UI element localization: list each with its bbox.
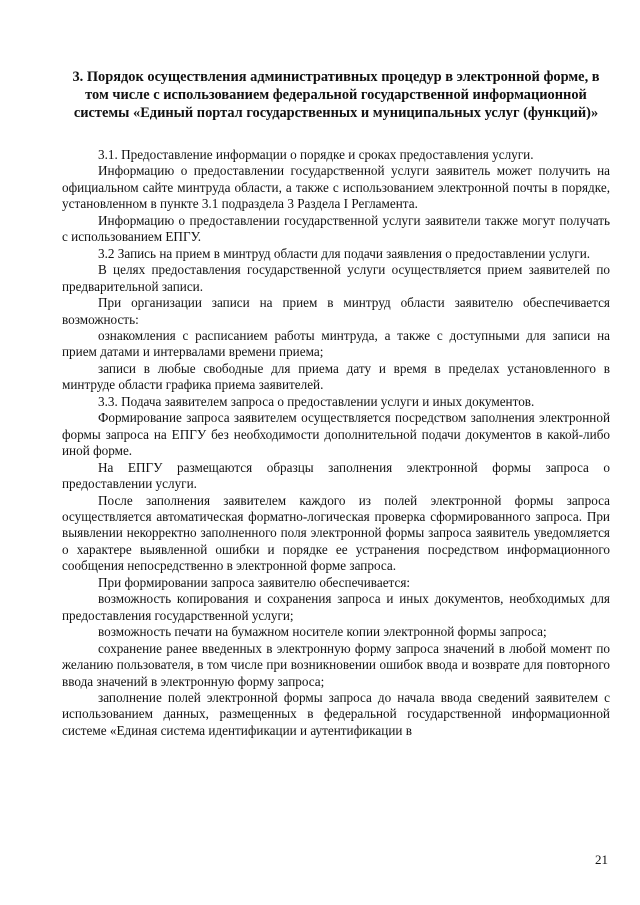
body-text [62, 147, 610, 739]
paragraph: заполнение полей электронной формы запроса до начала ввода сведений заявителем с использованием данных, размещенных в федеральной государственной информационной системе «Единая система идентификации и аутентификации в [62, 689, 610, 738]
paragraph: После заполнения заявителем каждого из полей электронной формы запроса осуществляется автоматическая форматно-логическая проверка сформированного запроса. При выявлении некорректно заполненного поля электронной формы запроса заявитель уведомляется о характере выявленной ошибки и порядке ее устранения посредством информационного сообщения непосредственно в электронной форме запроса. [62, 492, 610, 574]
paragraph: 3.1. Предоставление информации о порядке и сроках предоставления услуги. [98, 147, 534, 162]
document-page [62, 68, 610, 739]
paragraph: При организации записи на прием в минтруд области заявителю обеспечивается возможность: [62, 295, 610, 327]
paragraph: При формировании запроса заявителю обеспечивается: [98, 574, 411, 590]
paragraph: Информацию о предоставлении государственной услуги заявители также могут получать с использованием ЕПГУ. [62, 212, 610, 245]
page-number: 21 [595, 852, 608, 867]
paragraph: записи в любые свободные для приема дату и время в пределах установленного в минтруде области графика приема заявителей. [62, 360, 610, 393]
paragraph: В целях предоставления государственной услуги осуществляется прием заявителей по предварительной записи. [62, 262, 610, 294]
paragraph: На ЕПГУ размещаются образцы заполнения электронной формы запроса о предоставлении услуги. [62, 459, 610, 492]
section-heading: 3. Порядок осуществления административных процедур в электронной форме, в том числе с использованием федеральной государственной информационной системы «Единый портал государственных и муниципальных услуг (функций)» [72, 69, 600, 121]
paragraph: возможность печати на бумажном носителе копии электронной формы запроса; [98, 624, 547, 640]
paragraph: сохранение ранее введенных в электронную форму запроса значений в любой момент по желанию пользователя, в том числе при возникновении ошибок ввода и возврате для повторного ввода значений в электронную форму запроса; [62, 640, 610, 689]
paragraph: 3.2 Запись на прием в минтруд области для подачи заявления о предоставлении услуги. [98, 245, 591, 261]
paragraph: Формирование запроса заявителем осуществляется посредством заполнения электронной формы запроса на ЕПГУ без необходимости дополнительной подачи документов в какой-либо иной форме. [62, 410, 610, 459]
paragraph: ознакомления с расписанием работы минтруда, а также с доступными для записи на прием датами и интервалами времени приема; [62, 327, 610, 360]
paragraph: возможность копирования и сохранения запроса и иных документов, необходимых для предоставления государственной услуги; [62, 591, 610, 623]
paragraph: Информацию о предоставлении государственной услуги заявитель может получить на официальном сайте минтруда области, а также с использованием электронной почты в порядке, установленном в пункте 3.1 подраздела 3 Раздела I Регламента. [62, 163, 610, 212]
paragraph: 3.3. Подача заявителем запроса о предоставлении услуги и иных документов. [98, 393, 535, 409]
